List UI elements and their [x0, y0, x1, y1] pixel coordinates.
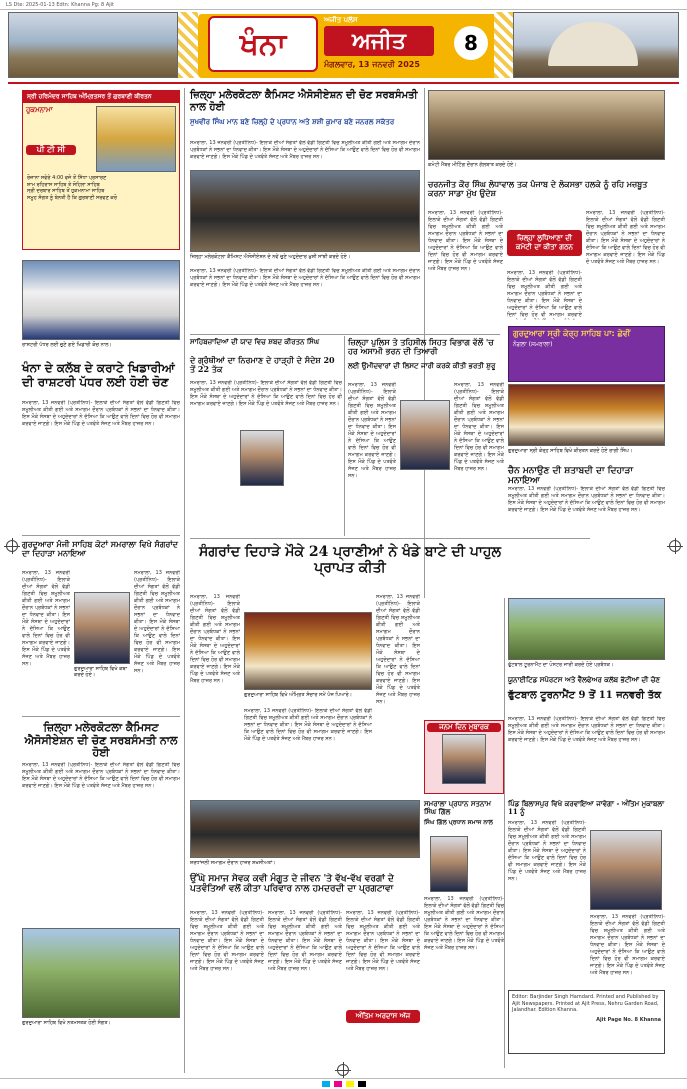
karate-body: ਸਮਰਾਲਾ, 13 ਜਨਵਰੀ (ਪ੍ਰਤੀਨਿਧ)- ਇਲਾਕੇ ਦੀਆਂ ਸੰਗਤਾਂ ਵੱਲੋਂ ਵੱਡੀ ਗਿਣਤੀ ਵਿਚ ਸ਼ਮੂਲੀਅਤ ਕੀਤੀ ਗਈ ਅਤੇ ਸਮਾਗਮ ਦੌਰਾਨ ਪ੍ਰਬੰਧਕਾਂ ਨੇ ਸਭਨਾਂ ਦਾ ਧੰਨਵਾਦ ਕੀਤਾ। ਇਸ ਮੌਕੇ ਸੰਸਥਾ ਦੇ ਅਹੁਦੇਦਾਰਾਂ ਨੇ ਦੱਸਿਆ ਕਿ ਆਉਣ ਵਾਲੇ ਦਿਨਾਂ ਵਿਚ ਹੋਰ ਵੀ ਸਮਾਗਮ ਕਰਵਾਏ ਜਾਣਗੇ। ਇਸ ਮੌਕੇ ਪਿੰਡ ਦੇ ਪਤਵੰਤੇ ਸੱਜਣ ਅਤੇ ਮੈਂਬਰ ਹਾਜ਼ਰ ਸਨ। [22, 400, 180, 427]
appointment-headline: ਸਮਰਾਲਾ ਪ੍ਰਧਾਨ ਸਤਨਾਮ ਸਿੰਘ ਗਿੱਲ [424, 799, 491, 817]
print-color-bar [0, 1078, 687, 1089]
registration-mark-icon [6, 540, 18, 552]
top-right-headline: ਚਰਨਜੀਤ ਕੌਰ ਸਿੰਘ ਲੋਧਾਵਾਲ ਤਕ ਪੰਜਾਬ ਦੇ ਲੋਕਸਭਾ ਹਲਕੇ ਨੂੰ ਰਹਿ ਮਜ਼ਬੂਤ ਕਰਨਾ ਸਾਡਾ ਮੁੱਖ ਉਦੇਸ਼ [428, 179, 648, 199]
honour-caption: ਸ਼ਰਧਾਂਜਲੀ ਸਮਾਗਮ ਦੌਰਾਨ ਹਾਜ਼ਰ ਸ਼ਖ਼ਸੀਅਤਾਂ। [190, 860, 276, 866]
amrit-body-2: ਸਮਰਾਲਾ, 13 ਜਨਵਰੀ (ਪ੍ਰਤੀਨਿਧ)- ਇਲਾਕੇ ਦੀਆਂ ਸੰਗਤਾਂ ਵੱਲੋਂ ਵੱਡੀ ਗਿਣਤੀ ਵਿਚ ਸ਼ਮੂਲੀਅਤ ਕੀਤੀ ਗਈ ਅਤੇ ਸਮਾਗਮ ਦੌਰਾਨ ਪ੍ਰਬੰਧਕਾਂ ਨੇ ਸਭਨਾਂ ਦਾ ਧੰਨਵਾਦ ਕੀਤਾ। ਇਸ ਮੌਕੇ ਸੰਸਥਾ ਦੇ ਅਹੁਦੇਦਾਰਾਂ ਨੇ ਦੱਸਿਆ ਕਿ ਆਉਣ ਵਾਲੇ ਦਿਨਾਂ ਵਿਚ ਹੋਰ ਵੀ ਸਮਾਗਮ ਕਰਵਾਏ ਜਾਣਗੇ। ਇਸ ਮੌਕੇ ਪਿੰਡ ਦੇ ਪਤਵੰਤੇ ਸੱਜਣ ਅਤੇ ਮੈਂਬਰ ਹਾਜ਼ਰ ਸਨ। [376, 594, 420, 705]
gurdwara-ad-subtitle: ਨੰਗਲਾ (ਸਮਰਾਲਾ) [513, 341, 553, 348]
birthday-photo [442, 734, 486, 784]
golden-temple-photo [96, 106, 176, 172]
football-photo [508, 598, 665, 660]
golden-temple-ad-subtitle: ਹੁਕਮਨਾਮਾ [26, 106, 53, 114]
top-right-caption: ਕਮੇਟੀ ਮੈਂਬਰ ਮੀਟਿੰਗ ਦੌਰਾਨ ਗੱਲਬਾਤ ਕਰਦੇ ਹੋਏ। [428, 162, 517, 168]
amrit-photo [244, 612, 372, 690]
appointment-sub: ਸਿੰਘ ਗਿੱਲ ਪ੍ਰਧਾਨ ਸਮਾਜ ਨਾਲ [424, 819, 493, 826]
police-subhead: ਲਈ ਉਮੀਦਵਾਰਾਂ ਦੀ ਲਿਸਟ ਜਾਰੀ ਕਰਕੇ ਕੀਤੀ ਭਰਤੀ ਸ਼ੁਰੂ [348, 361, 496, 370]
top-right-body-3: ਸਮਰਾਲਾ, 13 ਜਨਵਰੀ (ਪ੍ਰਤੀਨਿਧ)- ਇਲਾਕੇ ਦੀਆਂ ਸੰਗਤਾਂ ਵੱਲੋਂ ਵੱਡੀ ਗਿਣਤੀ ਵਿਚ ਸ਼ਮੂਲੀਅਤ ਕੀਤੀ ਗਈ ਅਤੇ ਸਮਾਗਮ ਦੌਰਾਨ ਪ੍ਰਬੰਧਕਾਂ ਨੇ ਸਭਨਾਂ ਦਾ ਧੰਨਵਾਦ ਕੀਤਾ। ਇਸ ਮੌਕੇ ਸੰਸਥਾ ਦੇ ਅਹੁਦੇਦਾਰਾਂ ਨੇ ਦੱਸਿਆ ਕਿ ਆਉਣ ਵਾਲੇ ਦਿਨਾਂ ਵਿਚ ਹੋਰ ਵੀ ਸਮਾਗਮ ਕਰਵਾਏ ਜਾਣਗੇ। ਇਸ ਮੌਕੇ ਪਿੰਡ ਦੇ ਪਤਵੰਤੇ ਸੱਜਣ ਅਤੇ ਮੈਂਬਰ ਹਾਜ਼ਰ ਸਨ। [586, 210, 665, 265]
sangrand-left-caption: ਗੁਰਦੁਆਰਾ ਸਾਹਿਬ ਵਿਖੇ ਕਥਾ ਕਰਦੇ ਹੋਏ। [74, 666, 128, 678]
issue-date: ਮੰਗਲਵਾਰ, 13 ਜਨਵਰੀ 2025 [324, 60, 420, 69]
flag-day-body: ਸਮਰਾਲਾ, 13 ਜਨਵਰੀ (ਪ੍ਰਤੀਨਿਧ)- ਇਲਾਕੇ ਦੀਆਂ ਸੰਗਤਾਂ ਵੱਲੋਂ ਵੱਡੀ ਗਿਣਤੀ ਵਿਚ ਸ਼ਮੂਲੀਅਤ ਕੀਤੀ ਗਈ ਅਤੇ ਸਮਾਗਮ ਦੌਰਾਨ ਪ੍ਰਬੰਧਕਾਂ ਨੇ ਸਭਨਾਂ ਦਾ ਧੰਨਵਾਦ ਕੀਤਾ। ਇਸ ਮੌਕੇ ਸੰਸਥਾ ਦੇ ਅਹੁਦੇਦਾਰਾਂ ਨੇ ਦੱਸਿਆ ਕਿ ਆਉਣ ਵਾਲੇ ਦਿਨਾਂ ਵਿਚ ਹੋਰ ਵੀ ਸਮਾਗਮ ਕਰਵਾਏ ਜਾਣਗੇ। ਇਸ ਮੌਕੇ ਪਿੰਡ ਦੇ ਪਤਵੰਤੇ ਸੱਜਣ ਅਤੇ ਮੈਂਬਰ ਹਾਜ਼ਰ ਸਨ। [508, 486, 665, 513]
karate-photo [22, 260, 180, 340]
column-rule [504, 598, 505, 1068]
masthead-pattern-left [178, 12, 198, 78]
obituary-label: ਅੰਤਿਮ ਅਰਦਾਸ ਅੱਜ [346, 1010, 420, 1023]
malerkotla-repeat-body: ਸਮਰਾਲਾ, 13 ਜਨਵਰੀ (ਪ੍ਰਤੀਨਿਧ)- ਇਲਾਕੇ ਦੀਆਂ ਸੰਗਤਾਂ ਵੱਲੋਂ ਵੱਡੀ ਗਿਣਤੀ ਵਿਚ ਸ਼ਮੂਲੀਅਤ ਕੀਤੀ ਗਈ ਅਤੇ ਸਮਾਗਮ ਦੌਰਾਨ ਪ੍ਰਬੰਧਕਾਂ ਨੇ ਸਭਨਾਂ ਦਾ ਧੰਨਵਾਦ ਕੀਤਾ। ਇਸ ਮੌਕੇ ਸੰਸਥਾ ਦੇ ਅਹੁਦੇਦਾਰਾਂ ਨੇ ਦੱਸਿਆ ਕਿ ਆਉਣ ਵਾਲੇ ਦਿਨਾਂ ਵਿਚ ਹੋਰ ਵੀ ਸਮਾਗਮ ਕਰਵਾਏ ਜਾਣਗੇ। ਇਸ ਮੌਕੇ ਪਿੰਡ ਦੇ ਪਤਵੰਤੇ ਸੱਜਣ ਅਤੇ ਮੈਂਬਰ ਹਾਜ਼ਰ ਸਨ। [22, 762, 180, 789]
honour-body-2: ਸਮਰਾਲਾ, 13 ਜਨਵਰੀ (ਪ੍ਰਤੀਨਿਧ)- ਇਲਾਕੇ ਦੀਆਂ ਸੰਗਤਾਂ ਵੱਲੋਂ ਵੱਡੀ ਗਿਣਤੀ ਵਿਚ ਸ਼ਮੂਲੀਅਤ ਕੀਤੀ ਗਈ ਅਤੇ ਸਮਾਗਮ ਦੌਰਾਨ ਪ੍ਰਬੰਧਕਾਂ ਨੇ ਸਭਨਾਂ ਦਾ ਧੰਨਵਾਦ ਕੀਤਾ। ਇਸ ਮੌਕੇ ਸੰਸਥਾ ਦੇ ਅਹੁਦੇਦਾਰਾਂ ਨੇ ਦੱਸਿਆ ਕਿ ਆਉਣ ਵਾਲੇ ਦਿਨਾਂ ਵਿਚ ਹੋਰ ਵੀ ਸਮਾਗਮ ਕਰਵਾਏ ਜਾਣਗੇ। ਇਸ ਮੌਕੇ ਪਿੰਡ ਦੇ ਪਤਵੰਤੇ ਸੱਜਣ ਅਤੇ ਮੈਂਬਰ ਹਾਜ਼ਰ ਸਨ। [268, 910, 342, 972]
gurdwara-ad [508, 326, 665, 382]
appointment-body: ਸਮਰਾਲਾ, 13 ਜਨਵਰੀ (ਪ੍ਰਤੀਨਿਧ)- ਇਲਾਕੇ ਦੀਆਂ ਸੰਗਤਾਂ ਵੱਲੋਂ ਵੱਡੀ ਗਿਣਤੀ ਵਿਚ ਸ਼ਮੂਲੀਅਤ ਕੀਤੀ ਗਈ ਅਤੇ ਸਮਾਗਮ ਦੌਰਾਨ ਪ੍ਰਬੰਧਕਾਂ ਨੇ ਸਭਨਾਂ ਦਾ ਧੰਨਵਾਦ ਕੀਤਾ। ਇਸ ਮੌਕੇ ਸੰਸਥਾ ਦੇ ਅਹੁਦੇਦਾਰਾਂ ਨੇ ਦੱਸਿਆ ਕਿ ਆਉਣ ਵਾਲੇ ਦਿਨਾਂ ਵਿਚ ਹੋਰ ਵੀ ਸਮਾਗਮ ਕਰਵਾਏ ਜਾਣਗੇ। ਇਸ ਮੌਕੇ ਪਿੰਡ ਦੇ ਪਤਵੰਤੇ ਸੱਜਣ ਅਤੇ ਮੈਂਬਰ ਹਾਜ਼ਰ ਸਨ। [424, 896, 504, 951]
black-swatch [358, 1081, 366, 1087]
top-right-body: ਸਮਰਾਲਾ, 13 ਜਨਵਰੀ (ਪ੍ਰਤੀਨਿਧ)- ਇਲਾਕੇ ਦੀਆਂ ਸੰਗਤਾਂ ਵੱਲੋਂ ਵੱਡੀ ਗਿਣਤੀ ਵਿਚ ਸ਼ਮੂਲੀਅਤ ਕੀਤੀ ਗਈ ਅਤੇ ਸਮਾਗਮ ਦੌਰਾਨ ਪ੍ਰਬੰਧਕਾਂ ਨੇ ਸਭਨਾਂ ਦਾ ਧੰਨਵਾਦ ਕੀਤਾ। ਇਸ ਮੌਕੇ ਸੰਸਥਾ ਦੇ ਅਹੁਦੇਦਾਰਾਂ ਨੇ ਦੱਸਿਆ ਕਿ ਆਉਣ ਵਾਲੇ ਦਿਨਾਂ ਵਿਚ ਹੋਰ ਵੀ ਸਮਾਗਮ ਕਰਵਾਏ ਜਾਣਗੇ। ਇਸ ਮੌਕੇ ਪਿੰਡ ਦੇ ਪਤਵੰਤੇ ਸੱਜਣ ਅਤੇ ਮੈਂਬਰ ਹਾਜ਼ਰ ਸਨ। [428, 210, 503, 272]
football-kicker: ਯੂਨਾਈਟਿਡ ਸਪੋਰਟਸ ਅਤੇ ਵੈੱਲਫੇਅਰ ਕਲੱਬ ਭੱਟੀਆਂ ਦੀ ਚੋਣ [508, 675, 660, 684]
flag-day-headline: ਚੈਨ ਮਨਾਉਣ ਦੀ ਸ਼ਤਾਬਦੀ ਦਾ ਦਿਹਾੜਾ ਮਨਾਇਆ [508, 466, 634, 487]
lead-subhead: ਸੁਖਵੀਰ ਸਿੰਘ ਮਾਨ ਬਣੇ ਜ਼ਿਲ੍ਹੇ ਦੇ ਪ੍ਰਧਾਨ ਅਤੇ ਸ਼ਸ਼ੀ ਕੁਮਾਰ ਬਣੇ ਜਨਰਲ ਸਕੱਤਰ [190, 117, 395, 126]
amrit-headline: ਸੰਗਰਾਂਦ ਦਿਹਾੜੇ ਮੌਕੇ 24 ਪ੍ਰਾਣੀਆਂ ਨੇ ਖੰਡੇ ਬਾਟੇ ਦੀ ਪਾਹੁਲ ਪ੍ਰਾਪਤ ਕੀਤੀ [199, 544, 501, 577]
sangrand-left-photo [74, 592, 130, 664]
amrit-body-3: ਸਮਰਾਲਾ, 13 ਜਨਵਰੀ (ਪ੍ਰਤੀਨਿਧ)- ਇਲਾਕੇ ਦੀਆਂ ਸੰਗਤਾਂ ਵੱਲੋਂ ਵੱਡੀ ਗਿਣਤੀ ਵਿਚ ਸ਼ਮੂਲੀਅਤ ਕੀਤੀ ਗਈ ਅਤੇ ਸਮਾਗਮ ਦੌਰਾਨ ਪ੍ਰਬੰਧਕਾਂ ਨੇ ਸਭਨਾਂ ਦਾ ਧੰਨਵਾਦ ਕੀਤਾ। ਇਸ ਮੌਕੇ ਸੰਸਥਾ ਦੇ ਅਹੁਦੇਦਾਰਾਂ ਨੇ ਦੱਸਿਆ ਕਿ ਆਉਣ ਵਾਲੇ ਦਿਨਾਂ ਵਿਚ ਹੋਰ ਵੀ ਸਮਾਗਮ ਕਰਵਾਏ ਜਾਣਗੇ। ਇਸ ਮੌਕੇ ਪਿੰਡ ਦੇ ਪਤਵੰਤੇ ਸੱਜਣ ਅਤੇ ਮੈਂਬਰ ਹਾਜ਼ਰ ਸਨ। [244, 708, 372, 742]
shabad-headline: ਦੇ ਗ੍ਰੰਥੀਆਂ ਦਾ ਨਿਰਮਾਣ ਦੇ ਹਾੜ੍ਹੀ ਦੇ ਸੰਦੇਸ਼ 20 ਤੋਂ 22 ਤੱਕ [190, 355, 335, 375]
registration-mark-icon [669, 540, 681, 552]
birthday-box [424, 720, 504, 794]
honour-headline: ਉੱਘੇ ਸਮਾਜ ਸੇਵਕ ਕਵੀ ਮੰਗੂਤ ਦੇ ਜੀਵਨ 'ਤੇ ਵੱਖ-ਵੱਖ ਵਰਗਾਂ ਦੇ ਪਤਵੰਤਿਆਂ ਵਲੋਂ ਕੀਤਾ ਪਰਿਵਾਰ ਨਾਲ ਹਮਦਰਦੀ ਦਾ ਪ੍ਰਗਟਾਵਾ [190, 874, 394, 895]
paper-label: ਅਜੀਤ ਪਲੱਸ [324, 16, 358, 24]
lead-body: ਸਮਰਾਲਾ, 13 ਜਨਵਰੀ (ਪ੍ਰਤੀਨਿਧ)- ਇਲਾਕੇ ਦੀਆਂ ਸੰਗਤਾਂ ਵੱਲੋਂ ਵੱਡੀ ਗਿਣਤੀ ਵਿਚ ਸ਼ਮੂਲੀਅਤ ਕੀਤੀ ਗਈ ਅਤੇ ਸਮਾਗਮ ਦੌਰਾਨ ਪ੍ਰਬੰਧਕਾਂ ਨੇ ਸਭਨਾਂ ਦਾ ਧੰਨਵਾਦ ਕੀਤਾ। ਇਸ ਮੌਕੇ ਸੰਸਥਾ ਦੇ ਅਹੁਦੇਦਾਰਾਂ ਨੇ ਦੱਸਿਆ ਕਿ ਆਉਣ ਵਾਲੇ ਦਿਨਾਂ ਵਿਚ ਹੋਰ ਵੀ ਸਮਾਗਮ ਕਰਵਾਏ ਜਾਣਗੇ। ਇਸ ਮੌਕੇ ਪਿੰਡ ਦੇ ਪਤਵੰਤੇ ਸੱਜਣ ਅਤੇ ਮੈਂਬਰ ਹਾਜ਼ਰ ਸਨ। [190, 140, 420, 160]
obituary-body: ਸਮਰਾਲਾ, 13 ਜਨਵਰੀ (ਪ੍ਰਤੀਨਿਧ)- ਇਲਾਕੇ ਦੀਆਂ ਸੰਗਤਾਂ ਵੱਲੋਂ ਵੱਡੀ ਗਿਣਤੀ ਵਿਚ ਸ਼ਮੂਲੀਅਤ ਕੀਤੀ ਗਈ ਅਤੇ ਸਮਾਗਮ ਦੌਰਾਨ ਪ੍ਰਬੰਧਕਾਂ ਨੇ ਸਭਨਾਂ ਦਾ ਧੰਨਵਾਦ ਕੀਤਾ। ਇਸ ਮੌਕੇ ਸੰਸਥਾ ਦੇ ਅਹੁਦੇਦਾਰਾਂ ਨੇ ਦੱਸਿਆ ਕਿ ਆਉਣ ਵਾਲੇ ਦਿਨਾਂ ਵਿਚ ਹੋਰ ਵੀ ਸਮਾਗਮ ਕਰਵਾਏ ਜਾਣਗੇ। ਇਸ ਮੌਕੇ ਪਿੰਡ ਦੇ ਪਤਵੰਤੇ ਸੱਜਣ ਅਤੇ ਮੈਂਬਰ ਹਾਜ਼ਰ ਸਨ। [590, 914, 665, 976]
cyan-swatch [322, 1081, 330, 1087]
football-headline: ਫੁੱਟਬਾਲ ਟੂਰਨਾਮੈਂਟ 9 ਤੋਂ 11 ਜਨਵਰੀ ਤੱਕ [508, 690, 662, 701]
imprint-footer: Ajit Page No. 8 Khanna [596, 1016, 661, 1023]
masthead-photo-left [8, 12, 178, 78]
police-body: ਸਮਰਾਲਾ, 13 ਜਨਵਰੀ (ਪ੍ਰਤੀਨਿਧ)- ਇਲਾਕੇ ਦੀਆਂ ਸੰਗਤਾਂ ਵੱਲੋਂ ਵੱਡੀ ਗਿਣਤੀ ਵਿਚ ਸ਼ਮੂਲੀਅਤ ਕੀਤੀ ਗਈ ਅਤੇ ਸਮਾਗਮ ਦੌਰਾਨ ਪ੍ਰਬੰਧਕਾਂ ਨੇ ਸਭਨਾਂ ਦਾ ਧੰਨਵਾਦ ਕੀਤਾ। ਇਸ ਮੌਕੇ ਸੰਸਥਾ ਦੇ ਅਹੁਦੇਦਾਰਾਂ ਨੇ ਦੱਸਿਆ ਕਿ ਆਉਣ ਵਾਲੇ ਦਿਨਾਂ ਵਿਚ ਹੋਰ ਵੀ ਸਮਾਗਮ ਕਰਵਾਏ ਜਾਣਗੇ। ਇਸ ਮੌਕੇ ਪਿੰਡ ਦੇ ਪਤਵੰਤੇ ਸੱਜਣ ਅਤੇ ਮੈਂਬਰ ਹਾਜ਼ਰ ਸਨ। [348, 382, 396, 479]
shabad-kicker: ਸਾਹਿਬਜ਼ਾਦਿਆਂ ਦੀ ਯਾਦ ਵਿਚ ਸ਼ਬਦ ਕੀਰਤਨ ਸਿੰਘ [190, 337, 320, 346]
masthead [8, 12, 679, 84]
lead-photo [190, 170, 420, 252]
karate-headline: ਖੰਨਾ ਦੇ ਕਲੱਬ ਦੇ ਕਰਾਟੇ ਖਿਡਾਰੀਆਂ ਦੀ ਰਾਸ਼ਟਰੀ ਪੱਧਰ ਲਈ ਹੋਈ ਚੋਣ [22, 361, 175, 389]
column-rule [344, 336, 345, 536]
shabad-portrait [240, 430, 284, 486]
sangrand-left-body-2: ਸਮਰਾਲਾ, 13 ਜਨਵਰੀ (ਪ੍ਰਤੀਨਿਧ)- ਇਲਾਕੇ ਦੀਆਂ ਸੰਗਤਾਂ ਵੱਲੋਂ ਵੱਡੀ ਗਿਣਤੀ ਵਿਚ ਸ਼ਮੂਲੀਅਤ ਕੀਤੀ ਗਈ ਅਤੇ ਸਮਾਗਮ ਦੌਰਾਨ ਪ੍ਰਬੰਧਕਾਂ ਨੇ ਸਭਨਾਂ ਦਾ ਧੰਨਵਾਦ ਕੀਤਾ। ਇਸ ਮੌਕੇ ਸੰਸਥਾ ਦੇ ਅਹੁਦੇਦਾਰਾਂ ਨੇ ਦੱਸਿਆ ਕਿ ਆਉਣ ਵਾਲੇ ਦਿਨਾਂ ਵਿਚ ਹੋਰ ਵੀ ਸਮਾਗਮ ਕਰਵਾਏ ਜਾਣਗੇ। ਇਸ ਮੌਕੇ ਪਿੰਡ ਦੇ ਪਤਵੰਤੇ ਸੱਜਣ ਅਤੇ ਮੈਂਬਰ ਹਾਜ਼ਰ ਸਨ। [134, 570, 180, 674]
amrit-caption: ਗੁਰਦੁਆਰਾ ਸਾਹਿਬ ਵਿਖੇ ਅੰਮ੍ਰਿਤ ਸੰਚਾਰ ਸਮੇਂ ਪੰਜ ਪਿਆਰੇ। [244, 692, 353, 698]
flag-day-caption: ਗੁਰਦੁਆਰਾ ਸ੍ਰੀ ਕੇਰ੍ਹ ਸਾਹਿਬ ਵਿਖੇ ਕੀਰਤਨ ਕਰਦੇ ਹੋਏ ਰਾਗੀ ਸਿੰਘ। [508, 448, 633, 454]
karate-caption: ਰਾਸ਼ਟਰੀ ਪੱਧਰ ਲਈ ਚੁਣੇ ਗਏ ਖਿਡਾਰੀ ਕੋਚ ਨਾਲ। [22, 342, 112, 348]
imprint-box [508, 990, 665, 1054]
channel-logo: ਪੀ ਟੀ ਸੀ [26, 145, 76, 155]
golden-temple-ad [22, 90, 180, 250]
golden-temple-ad-title: ਸ੍ਰੀ ਹਰਿਮੰਦਰ ਸਾਹਿਬ ਅੰਮ੍ਰਿਤਸਰ ਤੋਂ ਗੁਰਬਾਣੀ ਕੀਰਤਨ [23, 91, 179, 103]
column-rule [184, 88, 185, 1073]
amrit-body: ਸਮਰਾਲਾ, 13 ਜਨਵਰੀ (ਪ੍ਰਤੀਨਿਧ)- ਇਲਾਕੇ ਦੀਆਂ ਸੰਗਤਾਂ ਵੱਲੋਂ ਵੱਡੀ ਗਿਣਤੀ ਵਿਚ ਸ਼ਮੂਲੀਅਤ ਕੀਤੀ ਗਈ ਅਤੇ ਸਮਾਗਮ ਦੌਰਾਨ ਪ੍ਰਬੰਧਕਾਂ ਨੇ ਸਭਨਾਂ ਦਾ ਧੰਨਵਾਦ ਕੀਤਾ। ਇਸ ਮੌਕੇ ਸੰਸਥਾ ਦੇ ਅਹੁਦੇਦਾਰਾਂ ਨੇ ਦੱਸਿਆ ਕਿ ਆਉਣ ਵਾਲੇ ਦਿਨਾਂ ਵਿਚ ਹੋਰ ਵੀ ਸਮਾਗਮ ਕਰਵਾਏ ਜਾਣਗੇ। ਇਸ ਮੌਕੇ ਪਿੰਡ ਦੇ ਪਤਵੰਤੇ ਸੱਜਣ ਅਤੇ ਮੈਂਬਰ ਹਾਜ਼ਰ ਸਨ। [190, 594, 240, 684]
top-right-body-2: ਸਮਰਾਲਾ, 13 ਜਨਵਰੀ (ਪ੍ਰਤੀਨਿਧ)- ਇਲਾਕੇ ਦੀਆਂ ਸੰਗਤਾਂ ਵੱਲੋਂ ਵੱਡੀ ਗਿਣਤੀ ਵਿਚ ਸ਼ਮੂਲੀਅਤ ਕੀਤੀ ਗਈ ਅਤੇ ਸਮਾਗਮ ਦੌਰਾਨ ਪ੍ਰਬੰਧਕਾਂ ਨੇ ਸਭਨਾਂ ਦਾ ਧੰਨਵਾਦ ਕੀਤਾ। ਇਸ ਮੌਕੇ ਸੰਸਥਾ ਦੇ ਅਹੁਦੇਦਾਰਾਂ ਨੇ ਦੱਸਿਆ ਕਿ ਆਉਣ ਵਾਲੇ ਦਿਨਾਂ ਵਿਚ ਹੋਰ ਵੀ ਸਮਾਗਮ ਕਰਵਾਏ [507, 270, 582, 318]
obituary-portrait [590, 830, 662, 910]
gurdwara-ad-title: ਗੁਰਦੁਆਰਾ ਸ੍ਰੀ ਕੇਰ੍ਹ ਸਾਹਿਬ ਪਾ: ਛੇਵੀਂ [513, 329, 631, 338]
football-body: ਸਮਰਾਲਾ, 13 ਜਨਵਰੀ (ਪ੍ਰਤੀਨਿਧ)- ਇਲਾਕੇ ਦੀਆਂ ਸੰਗਤਾਂ ਵੱਲੋਂ ਵੱਡੀ ਗਿਣਤੀ ਵਿਚ ਸ਼ਮੂਲੀਅਤ ਕੀਤੀ ਗਈ ਅਤੇ ਸਮਾਗਮ ਦੌਰਾਨ ਪ੍ਰਬੰਧਕਾਂ ਨੇ ਸਭਨਾਂ ਦਾ ਧੰਨਵਾਦ ਕੀਤਾ। ਇਸ ਮੌਕੇ ਸੰਸਥਾ ਦੇ ਅਹੁਦੇਦਾਰਾਂ ਨੇ ਦੱਸਿਆ ਕਿ ਆਉਣ ਵਾਲੇ ਦਿਨਾਂ ਵਿਚ ਹੋਰ ਵੀ ਸਮਾਗਮ ਕਰਵਾਏ ਜਾਣਗੇ। ਇਸ ਮੌਕੇ ਪਿੰਡ ਦੇ ਪਤਵੰਤੇ ਸੱਜਣ ਅਤੇ ਮੈਂਬਰ ਹਾਜ਼ਰ ਸਨ। [508, 716, 665, 743]
divider [22, 535, 180, 536]
divider [22, 716, 180, 717]
ad-line-3: ਸ੍ਰੀ ਦਰਬਾਰ ਸਾਹਿਬ ਤੋਂ ਹੁਕਮਨਾਮਾ ਸਾਹਿਬ [27, 188, 105, 194]
imprint-text: Editor: Barjinder Singh Hamdard. Printed and Published by Ajit Newspapers. Printed at Ajit Press, Nehru Garden Road, Jalandhar. Edition Khanna. [512, 994, 659, 1013]
appointment-portrait [430, 836, 468, 892]
shabad-body: ਸਮਰਾਲਾ, 13 ਜਨਵਰੀ (ਪ੍ਰਤੀਨਿਧ)- ਇਲਾਕੇ ਦੀਆਂ ਸੰਗਤਾਂ ਵੱਲੋਂ ਵੱਡੀ ਗਿਣਤੀ ਵਿਚ ਸ਼ਮੂਲੀਅਤ ਕੀਤੀ ਗਈ ਅਤੇ ਸਮਾਗਮ ਦੌਰਾਨ ਪ੍ਰਬੰਧਕਾਂ ਨੇ ਸਭਨਾਂ ਦਾ ਧੰਨਵਾਦ ਕੀਤਾ। ਇਸ ਮੌਕੇ ਸੰਸਥਾ ਦੇ ਅਹੁਦੇਦਾਰਾਂ ਨੇ ਦੱਸਿਆ ਕਿ ਆਉਣ ਵਾਲੇ ਦਿਨਾਂ ਵਿਚ ਹੋਰ ਵੀ ਸਮਾਗਮ ਕਰਵਾਏ ਜਾਣਗੇ। ਇਸ ਮੌਕੇ ਪਿੰਡ ਦੇ ਪਤਵੰਤੇ ਸੱਜਣ ਅਤੇ ਮੈਂਬਰ ਹਾਜ਼ਰ ਸਨ। [190, 380, 342, 407]
top-right-box-title: ਜ਼ਿਲ੍ਹਾ ਲੁਧਿਆਣਾ ਦੀ ਕਮੇਟੀ ਦਾ ਕੀਤਾ ਗਠਨ [507, 230, 582, 256]
police-portrait [400, 400, 450, 470]
ad-line-1: ਰੋਜ਼ਾਨਾ ਸਵੇਰੇ 4:00 ਵਜੇ ਤੋਂ ਸਿੱਧਾ ਪ੍ਰਸਾਰਣ [27, 175, 107, 181]
ad-line-2: ਸ਼ਾਮ ਰਹਿਰਾਸ ਸਾਹਿਬ ਤੇ ਸੋਹਿਲਾ ਸਾਹਿਬ [27, 181, 100, 188]
divider [190, 538, 590, 539]
top-right-photo [428, 90, 665, 160]
police-body-2: ਸਮਰਾਲਾ, 13 ਜਨਵਰੀ (ਪ੍ਰਤੀਨਿਧ)- ਇਲਾਕੇ ਦੀਆਂ ਸੰਗਤਾਂ ਵੱਲੋਂ ਵੱਡੀ ਗਿਣਤੀ ਵਿਚ ਸ਼ਮੂਲੀਅਤ ਕੀਤੀ ਗਈ ਅਤੇ ਸਮਾਗਮ ਦੌਰਾਨ ਪ੍ਰਬੰਧਕਾਂ ਨੇ ਸਭਨਾਂ ਦਾ ਧੰਨਵਾਦ ਕੀਤਾ। ਇਸ ਮੌਕੇ ਸੰਸਥਾ ਦੇ ਅਹੁਦੇਦਾਰਾਂ ਨੇ ਦੱਸਿਆ ਕਿ ਆਉਣ ਵਾਲੇ ਦਿਨਾਂ ਵਿਚ ਹੋਰ ਵੀ ਸਮਾਗਮ ਕਰਵਾਏ ਜਾਣਗੇ। ਇਸ ਮੌਕੇ ਪਿੰਡ ਦੇ ਪਤਵੰਤੇ ਸੱਜਣ ਅਤੇ ਮੈਂਬਰ ਹਾਜ਼ਰ ਸਨ। [454, 382, 504, 472]
lead-body-2: ਸਮਰਾਲਾ, 13 ਜਨਵਰੀ (ਪ੍ਰਤੀਨਿਧ)- ਇਲਾਕੇ ਦੀਆਂ ਸੰਗਤਾਂ ਵੱਲੋਂ ਵੱਡੀ ਗਿਣਤੀ ਵਿਚ ਸ਼ਮੂਲੀਅਤ ਕੀਤੀ ਗਈ ਅਤੇ ਸਮਾਗਮ ਦੌਰਾਨ ਪ੍ਰਬੰਧਕਾਂ ਨੇ ਸਭਨਾਂ ਦਾ ਧੰਨਵਾਦ ਕੀਤਾ। ਇਸ ਮੌਕੇ ਸੰਸਥਾ ਦੇ ਅਹੁਦੇਦਾਰਾਂ ਨੇ ਦੱਸਿਆ ਕਿ ਆਉਣ ਵਾਲੇ ਦਿਨਾਂ ਵਿਚ ਹੋਰ ਵੀ ਸਮਾਗਮ ਕਰਵਾਏ ਜਾਣਗੇ। ਇਸ ਮੌਕੇ ਪਿੰਡ ਦੇ ਪਤਵੰਤੇ ਸੱਜਣ ਅਤੇ ਮੈਂਬਰ ਹਾਜ਼ਰ ਸਨ। [190, 268, 420, 288]
malerkotla-repeat-headline: ਜ਼ਿਲ੍ਹਾ ਮਲੇਰਕੋਟਲਾ ਕੈਮਿਸਟ ਐਸੋਸੀਏਸ਼ਨ ਦੀ ਚੋਣ ਸਰਬਸੰਮਤੀ ਨਾਲ ਹੋਈ [24, 721, 178, 760]
birthday-label: ਜਨਮ ਦਿਨ ਮੁਬਾਰਕ [427, 723, 501, 732]
police-headline: ਜ਼ਿਲ੍ਹਾ ਪੁਲਿਸ ਤੇ ਤਹਿਸੀਲ ਸਿਹਤ ਵਿਭਾਗ ਵੱਲੋਂ 'ਚ ਹਰ ਅਸਾਮੀ ਭਰਨ ਦੀ ਤਿਆਰੀ [348, 337, 494, 357]
print-slug: LS Dte: 2025-01-13 Edtn: Khanna Pg: 8 Ajit [0, 0, 687, 10]
sangrand-left-body: ਸਮਰਾਲਾ, 13 ਜਨਵਰੀ (ਪ੍ਰਤੀਨਿਧ)- ਇਲਾਕੇ ਦੀਆਂ ਸੰਗਤਾਂ ਵੱਲੋਂ ਵੱਡੀ ਗਿਣਤੀ ਵਿਚ ਸ਼ਮੂਲੀਅਤ ਕੀਤੀ ਗਈ ਅਤੇ ਸਮਾਗਮ ਦੌਰਾਨ ਪ੍ਰਬੰਧਕਾਂ ਨੇ ਸਭਨਾਂ ਦਾ ਧੰਨਵਾਦ ਕੀਤਾ। ਇਸ ਮੌਕੇ ਸੰਸਥਾ ਦੇ ਅਹੁਦੇਦਾਰਾਂ ਨੇ ਦੱਸਿਆ ਕਿ ਆਉਣ ਵਾਲੇ ਦਿਨਾਂ ਵਿਚ ਹੋਰ ਵੀ ਸਮਾਗਮ ਕਰਵਾਏ ਜਾਣਗੇ। ਇਸ ਮੌਕੇ ਪਿੰਡ ਦੇ ਪਤਵੰਤੇ ਸੱਜਣ ਅਤੇ ਮੈਂਬਰ ਹਾਜ਼ਰ ਸਨ। [22, 570, 70, 667]
football-caption: ਫੁੱਟਬਾਲ ਟੂਰਨਾਮੈਂਟ ਦਾ ਪੋਸਟਰ ਜਾਰੀ ਕਰਦੇ ਹੋਏ ਪ੍ਰਬੰਧਕ। [508, 662, 614, 668]
gurdwara-bottom-photo [22, 928, 180, 1018]
yellow-swatch [346, 1081, 354, 1087]
honour-body-3: ਸਮਰਾਲਾ, 13 ਜਨਵਰੀ (ਪ੍ਰਤੀਨਿਧ)- ਇਲਾਕੇ ਦੀਆਂ ਸੰਗਤਾਂ ਵੱਲੋਂ ਵੱਡੀ ਗਿਣਤੀ ਵਿਚ ਸ਼ਮੂਲੀਅਤ ਕੀਤੀ ਗਈ ਅਤੇ ਸਮਾਗਮ ਦੌਰਾਨ ਪ੍ਰਬੰਧਕਾਂ ਨੇ ਸਭਨਾਂ ਦਾ ਧੰਨਵਾਦ ਕੀਤਾ। ਇਸ ਮੌਕੇ ਸੰਸਥਾ ਦੇ ਅਹੁਦੇਦਾਰਾਂ ਨੇ ਦੱਸਿਆ ਕਿ ਆਉਣ ਵਾਲੇ ਦਿਨਾਂ ਵਿਚ ਹੋਰ ਵੀ ਸਮਾਗਮ ਕਰਵਾਏ ਜਾਣਗੇ। ਇਸ ਮੌਕੇ ਪਿੰਡ ਦੇ ਪਤਵੰਤੇ ਸੱਜਣ ਅਤੇ ਮੈਂਬਰ ਹਾਜ਼ਰ ਸਨ। [346, 910, 420, 972]
page-number: 8 [454, 26, 488, 60]
lead-caption: ਜ਼ਿਲ੍ਹਾ ਮਲੇਰਕੋਟਲਾ ਕੈਮਿਸਟ ਐਸੋਸੀਏਸ਼ਨ ਦੇ ਨਵੇਂ ਚੁਣੇ ਅਹੁਦੇਦਾਰ ਖ਼ੁਸ਼ੀ ਸਾਂਝੀ ਕਰਦੇ ਹੋਏ। [190, 254, 351, 260]
right-bottom-body: ਸਮਰਾਲਾ, 13 ਜਨਵਰੀ (ਪ੍ਰਤੀਨਿਧ)- ਇਲਾਕੇ ਦੀਆਂ ਸੰਗਤਾਂ ਵੱਲੋਂ ਵੱਡੀ ਗਿਣਤੀ ਵਿਚ ਸ਼ਮੂਲੀਅਤ ਕੀਤੀ ਗਈ ਅਤੇ ਸਮਾਗਮ ਦੌਰਾਨ ਪ੍ਰਬੰਧਕਾਂ ਨੇ ਸਭਨਾਂ ਦਾ ਧੰਨਵਾਦ ਕੀਤਾ। ਇਸ ਮੌਕੇ ਸੰਸਥਾ ਦੇ ਅਹੁਦੇਦਾਰਾਂ ਨੇ ਦੱਸਿਆ ਕਿ ਆਉਣ ਵਾਲੇ ਦਿਨਾਂ ਵਿਚ ਹੋਰ ਵੀ ਸਮਾਗਮ ਕਰਵਾਏ ਜਾਣਗੇ। ਇਸ ਮੌਕੇ ਪਿੰਡ ਦੇ ਪਤਵੰਤੇ ਸੱਜਣ ਅਤੇ ਮੈਂਬਰ ਹਾਜ਼ਰ ਸਨ। [508, 820, 586, 882]
lead-headline: ਜ਼ਿਲ੍ਹਾ ਮਲੇਰਕੋਟਲਾ ਕੈਮਿਸਟ ਐਸੋਸੀਏਸ਼ਨ ਦੀ ਚੋਣ ਸਰਬਸੰਮਤੀ ਨਾਲ ਹੋਈ [190, 90, 418, 113]
masthead-pattern-right [494, 12, 514, 78]
sangrand-left-headline: ਗੁਰਦੁਆਰਾ ਮੰਜੀ ਸਾਹਿਬ ਕੋਟਾਂ ਸਮਰਾਲਾ ਵਿਖੇ ਸੰਗਰਾਂਦ ਦਾ ਦਿਹਾੜਾ ਮਨਾਇਆ [22, 539, 178, 559]
gurdwara-kirtan-photo [508, 384, 665, 446]
divider [190, 334, 500, 335]
paper-name: ਅਜੀਤ [324, 26, 434, 56]
honour-photo [190, 800, 420, 858]
registration-mark-icon [337, 1064, 349, 1076]
section-title: ਖੰਨਾ [208, 16, 318, 72]
honour-body: ਸਮਰਾਲਾ, 13 ਜਨਵਰੀ (ਪ੍ਰਤੀਨਿਧ)- ਇਲਾਕੇ ਦੀਆਂ ਸੰਗਤਾਂ ਵੱਲੋਂ ਵੱਡੀ ਗਿਣਤੀ ਵਿਚ ਸ਼ਮੂਲੀਅਤ ਕੀਤੀ ਗਈ ਅਤੇ ਸਮਾਗਮ ਦੌਰਾਨ ਪ੍ਰਬੰਧਕਾਂ ਨੇ ਸਭਨਾਂ ਦਾ ਧੰਨਵਾਦ ਕੀਤਾ। ਇਸ ਮੌਕੇ ਸੰਸਥਾ ਦੇ ਅਹੁਦੇਦਾਰਾਂ ਨੇ ਦੱਸਿਆ ਕਿ ਆਉਣ ਵਾਲੇ ਦਿਨਾਂ ਵਿਚ ਹੋਰ ਵੀ ਸਮਾਗਮ ਕਰਵਾਏ ਜਾਣਗੇ। ਇਸ ਮੌਕੇ ਪਿੰਡ ਦੇ ਪਤਵੰਤੇ ਸੱਜਣ ਅਤੇ ਮੈਂਬਰ ਹਾਜ਼ਰ ਸਨ। [190, 910, 264, 972]
gurdwara-bottom-caption: ਗੁਰਦੁਆਰਾ ਸਾਹਿਬ ਵਿਖੇ ਨਤਮਸਤਕ ਹੋਈ ਸੰਗਤ। [22, 1020, 111, 1026]
football-sub: ਪਿੰਡ ਬਿਲਾਸਪੁਰ ਵਿਖੇ ਕਰਵਾਇਆ ਜਾਵੇਗਾ - ਅੰਤਿਮ ਮੁਕਾਬਲਾ 11 ਨੂੰ [508, 799, 665, 817]
ad-line-4: ਸਮੂਹ ਸੰਗਤ ਨੂੰ ਬੇਨਤੀ ਹੈ ਕਿ ਗੁਰਬਾਣੀ ਸਰਵਣ ਕਰੋ [27, 194, 117, 201]
magenta-swatch [334, 1081, 342, 1087]
